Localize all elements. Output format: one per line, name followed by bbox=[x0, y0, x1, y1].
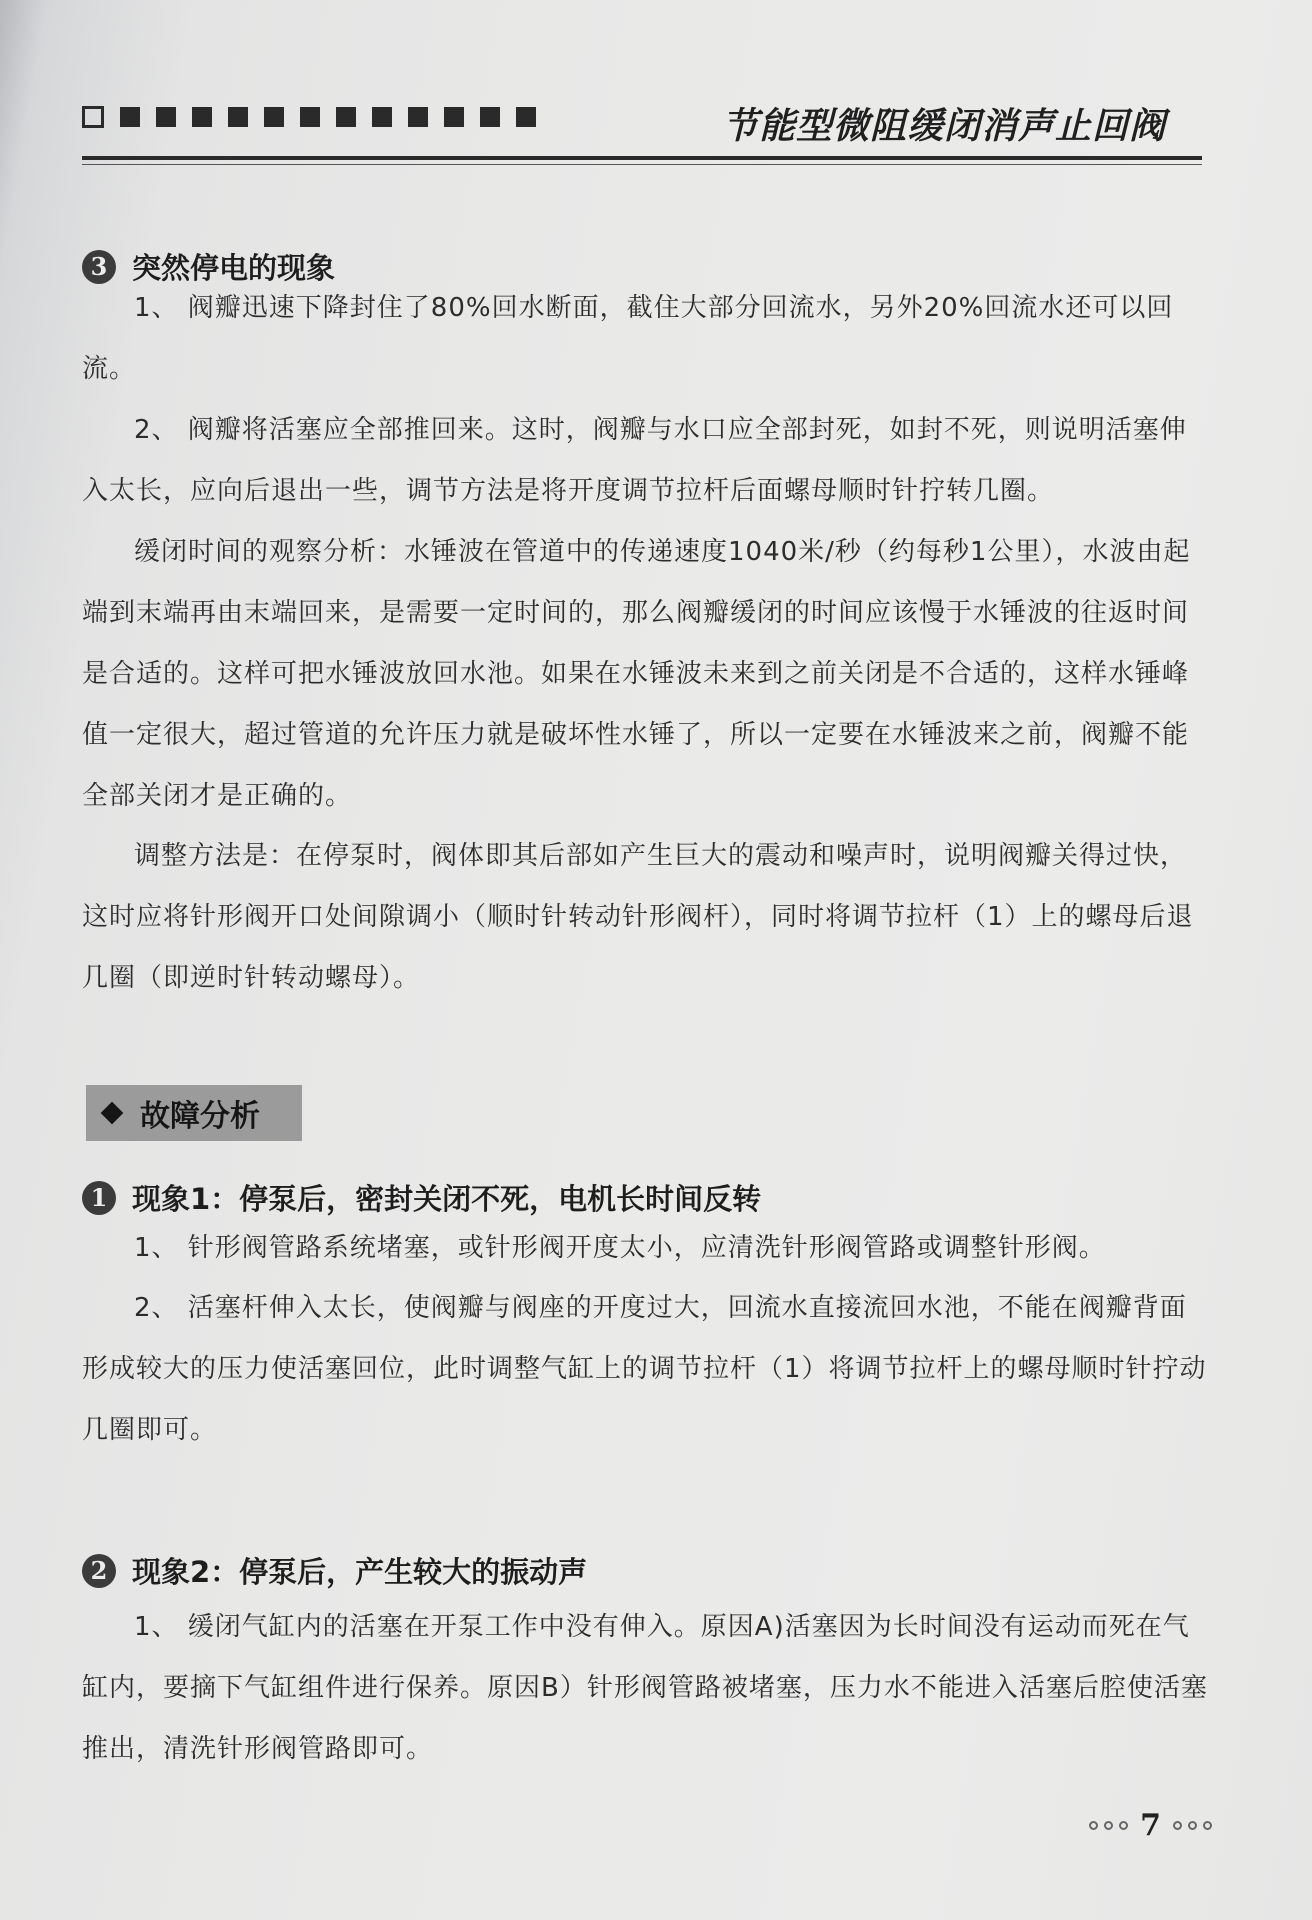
filled-square-icon bbox=[336, 107, 356, 127]
paragraph: 缓闭时间的观察分析：水锤波在管道中的传递速度1040米/秒（约每秒1公里），水波由起端到末端再由末端回来，是需要一定时间的，那么阀瓣缓闭的时间应该慢于水锤波的往返时间是合适的。这样可把水锤波放回水池。如果在水锤波未来到之前关闭是不合适的，这样水锤峰值一定很大，超过管道的允许压力就是破坏性水锤了，所以一定要在水锤波来之前，阀瓣不能全部关闭才是正确的。 bbox=[82, 537, 1191, 811]
paragraph: 1、 缓闭气缸内的活塞在开泵工作中没有伸入。原因A)活塞因为长时间没有运动而死在气缸内，要摘下气缸组件进行保养。原因B）针形阀管路被堵塞，压力水不能进入活塞后腔使活塞推出，清洗针形阀管路即可。 bbox=[82, 1612, 1208, 1764]
filled-square-icon bbox=[408, 107, 428, 127]
page-footer bbox=[1089, 1808, 1212, 1843]
hollow-square-icon bbox=[82, 106, 104, 128]
circled-number-icon: 3 bbox=[82, 250, 116, 284]
header-rule bbox=[82, 156, 1202, 160]
phenomenon-1-heading bbox=[82, 1177, 761, 1218]
diamond-icon bbox=[101, 1102, 124, 1125]
page-number: 7 bbox=[1140, 1808, 1161, 1843]
paragraph: 1、 阀瓣迅速下降封住了80%回水断面，截住大部分回流水，另外20%回流水还可以回流。 bbox=[82, 293, 1174, 384]
filled-square-icon bbox=[372, 107, 392, 127]
phenomenon-2-title: 现象2：停泵后，产生较大的振动声 bbox=[132, 1555, 588, 1589]
filled-square-icon bbox=[300, 107, 320, 127]
circled-number-icon: 2 bbox=[82, 1554, 116, 1588]
dot-icon bbox=[1104, 1821, 1113, 1830]
fault-analysis-title: 故障分析 bbox=[140, 1099, 260, 1134]
paragraph: 2、 活塞杆伸入太长，使阀瓣与阀座的开度过大，回流水直接流回水池，不能在阀瓣背面形成较大的压力使活塞回位，此时调整气缸上的调节拉杆（1）将调节拉杆上的螺母顺时针拧动几圈即可。 bbox=[82, 1293, 1207, 1445]
circled-number-icon: 1 bbox=[82, 1181, 116, 1215]
dot-icon bbox=[1173, 1821, 1182, 1830]
running-header bbox=[82, 98, 1202, 158]
paragraph: 2、 阀瓣将活塞应全部推回来。这时，阀瓣与水口应全部封死，如封不死，则说明活塞伸入太长，应向后退出一些，调节方法是将开度调节拉杆后面螺母顺时针拧转几圈。 bbox=[82, 415, 1187, 506]
paragraph: 1、 针形阀管路系统堵塞，或针形阀开度太小，应清洗针形阀管路或调整针形阀。 bbox=[134, 1233, 1106, 1263]
section-3-title: 突然停电的现象 bbox=[132, 251, 336, 285]
filled-square-icon bbox=[228, 107, 248, 127]
filled-square-icon bbox=[192, 107, 212, 127]
filled-square-icon bbox=[264, 107, 284, 127]
phenomenon-2-heading bbox=[82, 1550, 587, 1591]
dot-icon bbox=[1119, 1821, 1128, 1830]
fault-analysis-heading bbox=[86, 1085, 302, 1141]
filled-square-icon bbox=[444, 107, 464, 127]
dot-icon bbox=[1089, 1821, 1098, 1830]
phenomenon-1-title: 现象1：停泵后，密封关闭不死，电机长时间反转 bbox=[132, 1182, 762, 1216]
dot-icon bbox=[1203, 1821, 1212, 1830]
header-square-row bbox=[82, 106, 536, 128]
filled-square-icon bbox=[156, 107, 176, 127]
filled-square-icon bbox=[516, 107, 536, 127]
filled-square-icon bbox=[480, 107, 500, 127]
header-rule-thin bbox=[82, 164, 1202, 165]
dot-icon bbox=[1188, 1821, 1197, 1830]
filled-square-icon bbox=[120, 107, 140, 127]
header-title: 节能型微阻缓闭消声止回阀 bbox=[721, 106, 1166, 147]
paragraph: 调整方法是：在停泵时，阀体即其后部如产生巨大的震动和噪声时，说明阀瓣关得过快，这时应将针形阀开口处间隙调小（顺时针转动针形阀杆），同时将调节拉杆（1）上的螺母后退几圈（即逆时针转动螺母）。 bbox=[82, 841, 1194, 993]
